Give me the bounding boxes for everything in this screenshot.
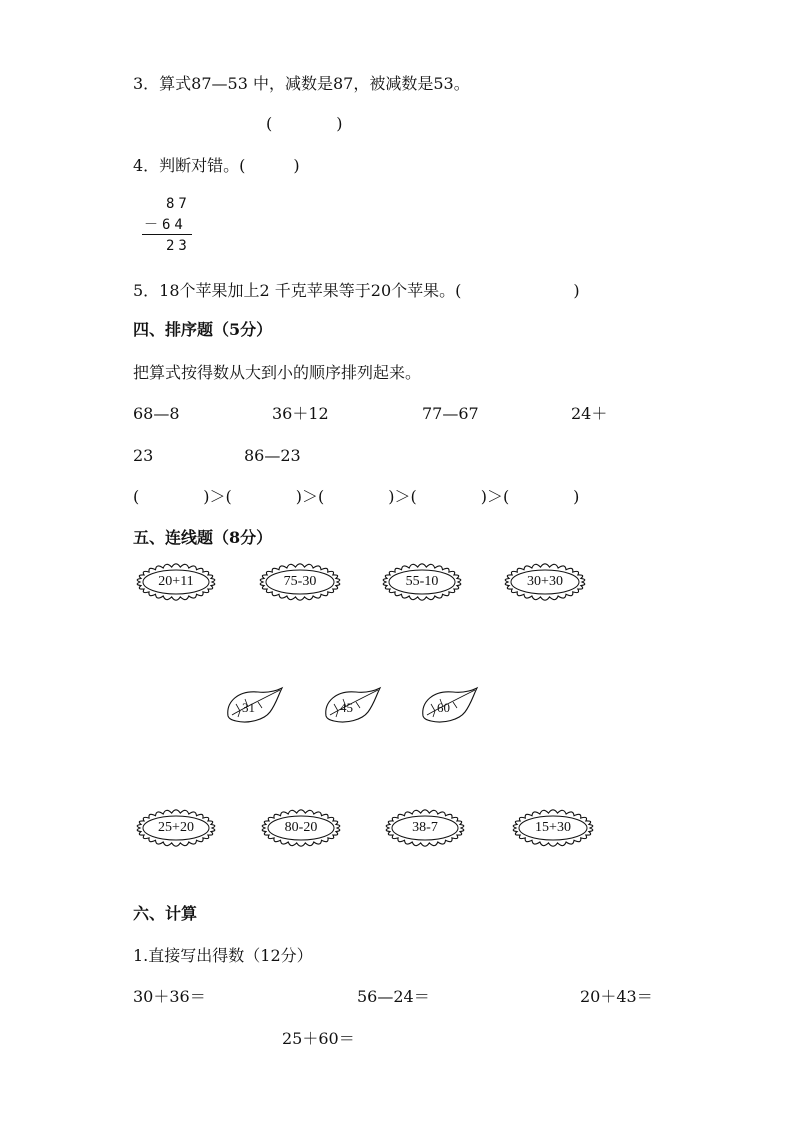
q4-sum-line <box>142 234 192 235</box>
sort-expr-2: 36＋12 <box>272 404 329 423</box>
bottom-oval-2-label: 80-20 <box>284 820 318 835</box>
sort-expr-3: 77—67 <box>422 404 479 423</box>
top-oval-2-label: 75-30 <box>283 574 317 589</box>
calc-1: 30＋36＝ <box>133 987 206 1006</box>
bottom-oval-3[interactable] <box>384 808 466 848</box>
top-oval-1-label: 20+11 <box>158 574 194 589</box>
q4-text: 4．判断对错。( ) <box>133 156 300 175</box>
q3-text: 3．算式87—53 中，减数是87，被减数是53。 <box>133 74 470 93</box>
sort-expr-4b: 23 <box>133 446 154 465</box>
q4-subtrahend: －64 <box>144 217 187 233</box>
q4-top-number: 87 <box>166 196 191 212</box>
bottom-oval-4-label: 15+30 <box>535 820 571 835</box>
q5-text: 5．18个苹果加上2 千克苹果等于20个苹果。( ) <box>133 281 580 300</box>
sort-expr-1: 68—8 <box>133 404 180 423</box>
leaf-2[interactable] <box>322 686 382 724</box>
q3-answer-blank[interactable]: ( ) <box>266 114 343 133</box>
top-oval-4-label: 30+30 <box>527 574 563 589</box>
top-oval-3[interactable] <box>381 562 463 602</box>
leaf-3-label: 60 <box>437 700 450 715</box>
top-oval-4[interactable] <box>503 562 587 602</box>
top-oval-3-label: 55-10 <box>405 574 439 589</box>
top-oval-2[interactable] <box>258 562 342 602</box>
section6-heading: 六、计算 <box>133 904 198 923</box>
calc-3: 20＋43＝ <box>580 987 653 1006</box>
section4-instruction: 把算式按得数从大到小的顺序排列起来。 <box>133 363 422 382</box>
section4-heading: 四、排序题（5分） <box>133 320 273 339</box>
bottom-oval-1-label: 25+20 <box>158 820 194 835</box>
bottom-oval-2[interactable] <box>260 808 342 848</box>
leaf-1[interactable] <box>224 686 284 724</box>
bottom-oval-1[interactable] <box>135 808 217 848</box>
q4-result: 23 <box>166 238 191 254</box>
sort-order-blanks[interactable]: ( )＞( )＞( )＞( )＞( ) <box>133 487 580 506</box>
leaf-1-label: 31 <box>242 700 255 715</box>
leaf-2-label: 45 <box>340 700 353 715</box>
bottom-oval-3-label: 38-7 <box>412 820 438 835</box>
bottom-oval-4[interactable] <box>511 808 595 848</box>
sort-expr-5: 86—23 <box>244 446 301 465</box>
section5-heading: 五、连线题（8分） <box>133 528 273 547</box>
leaf-3[interactable] <box>419 686 479 724</box>
top-oval-1[interactable] <box>135 562 217 602</box>
calc-4: 25＋60＝ <box>282 1029 355 1048</box>
calc-2: 56—24＝ <box>357 987 430 1006</box>
sort-expr-4a: 24＋ <box>571 404 608 423</box>
section6-sub1: 1.直接写出得数（12分） <box>133 946 313 965</box>
